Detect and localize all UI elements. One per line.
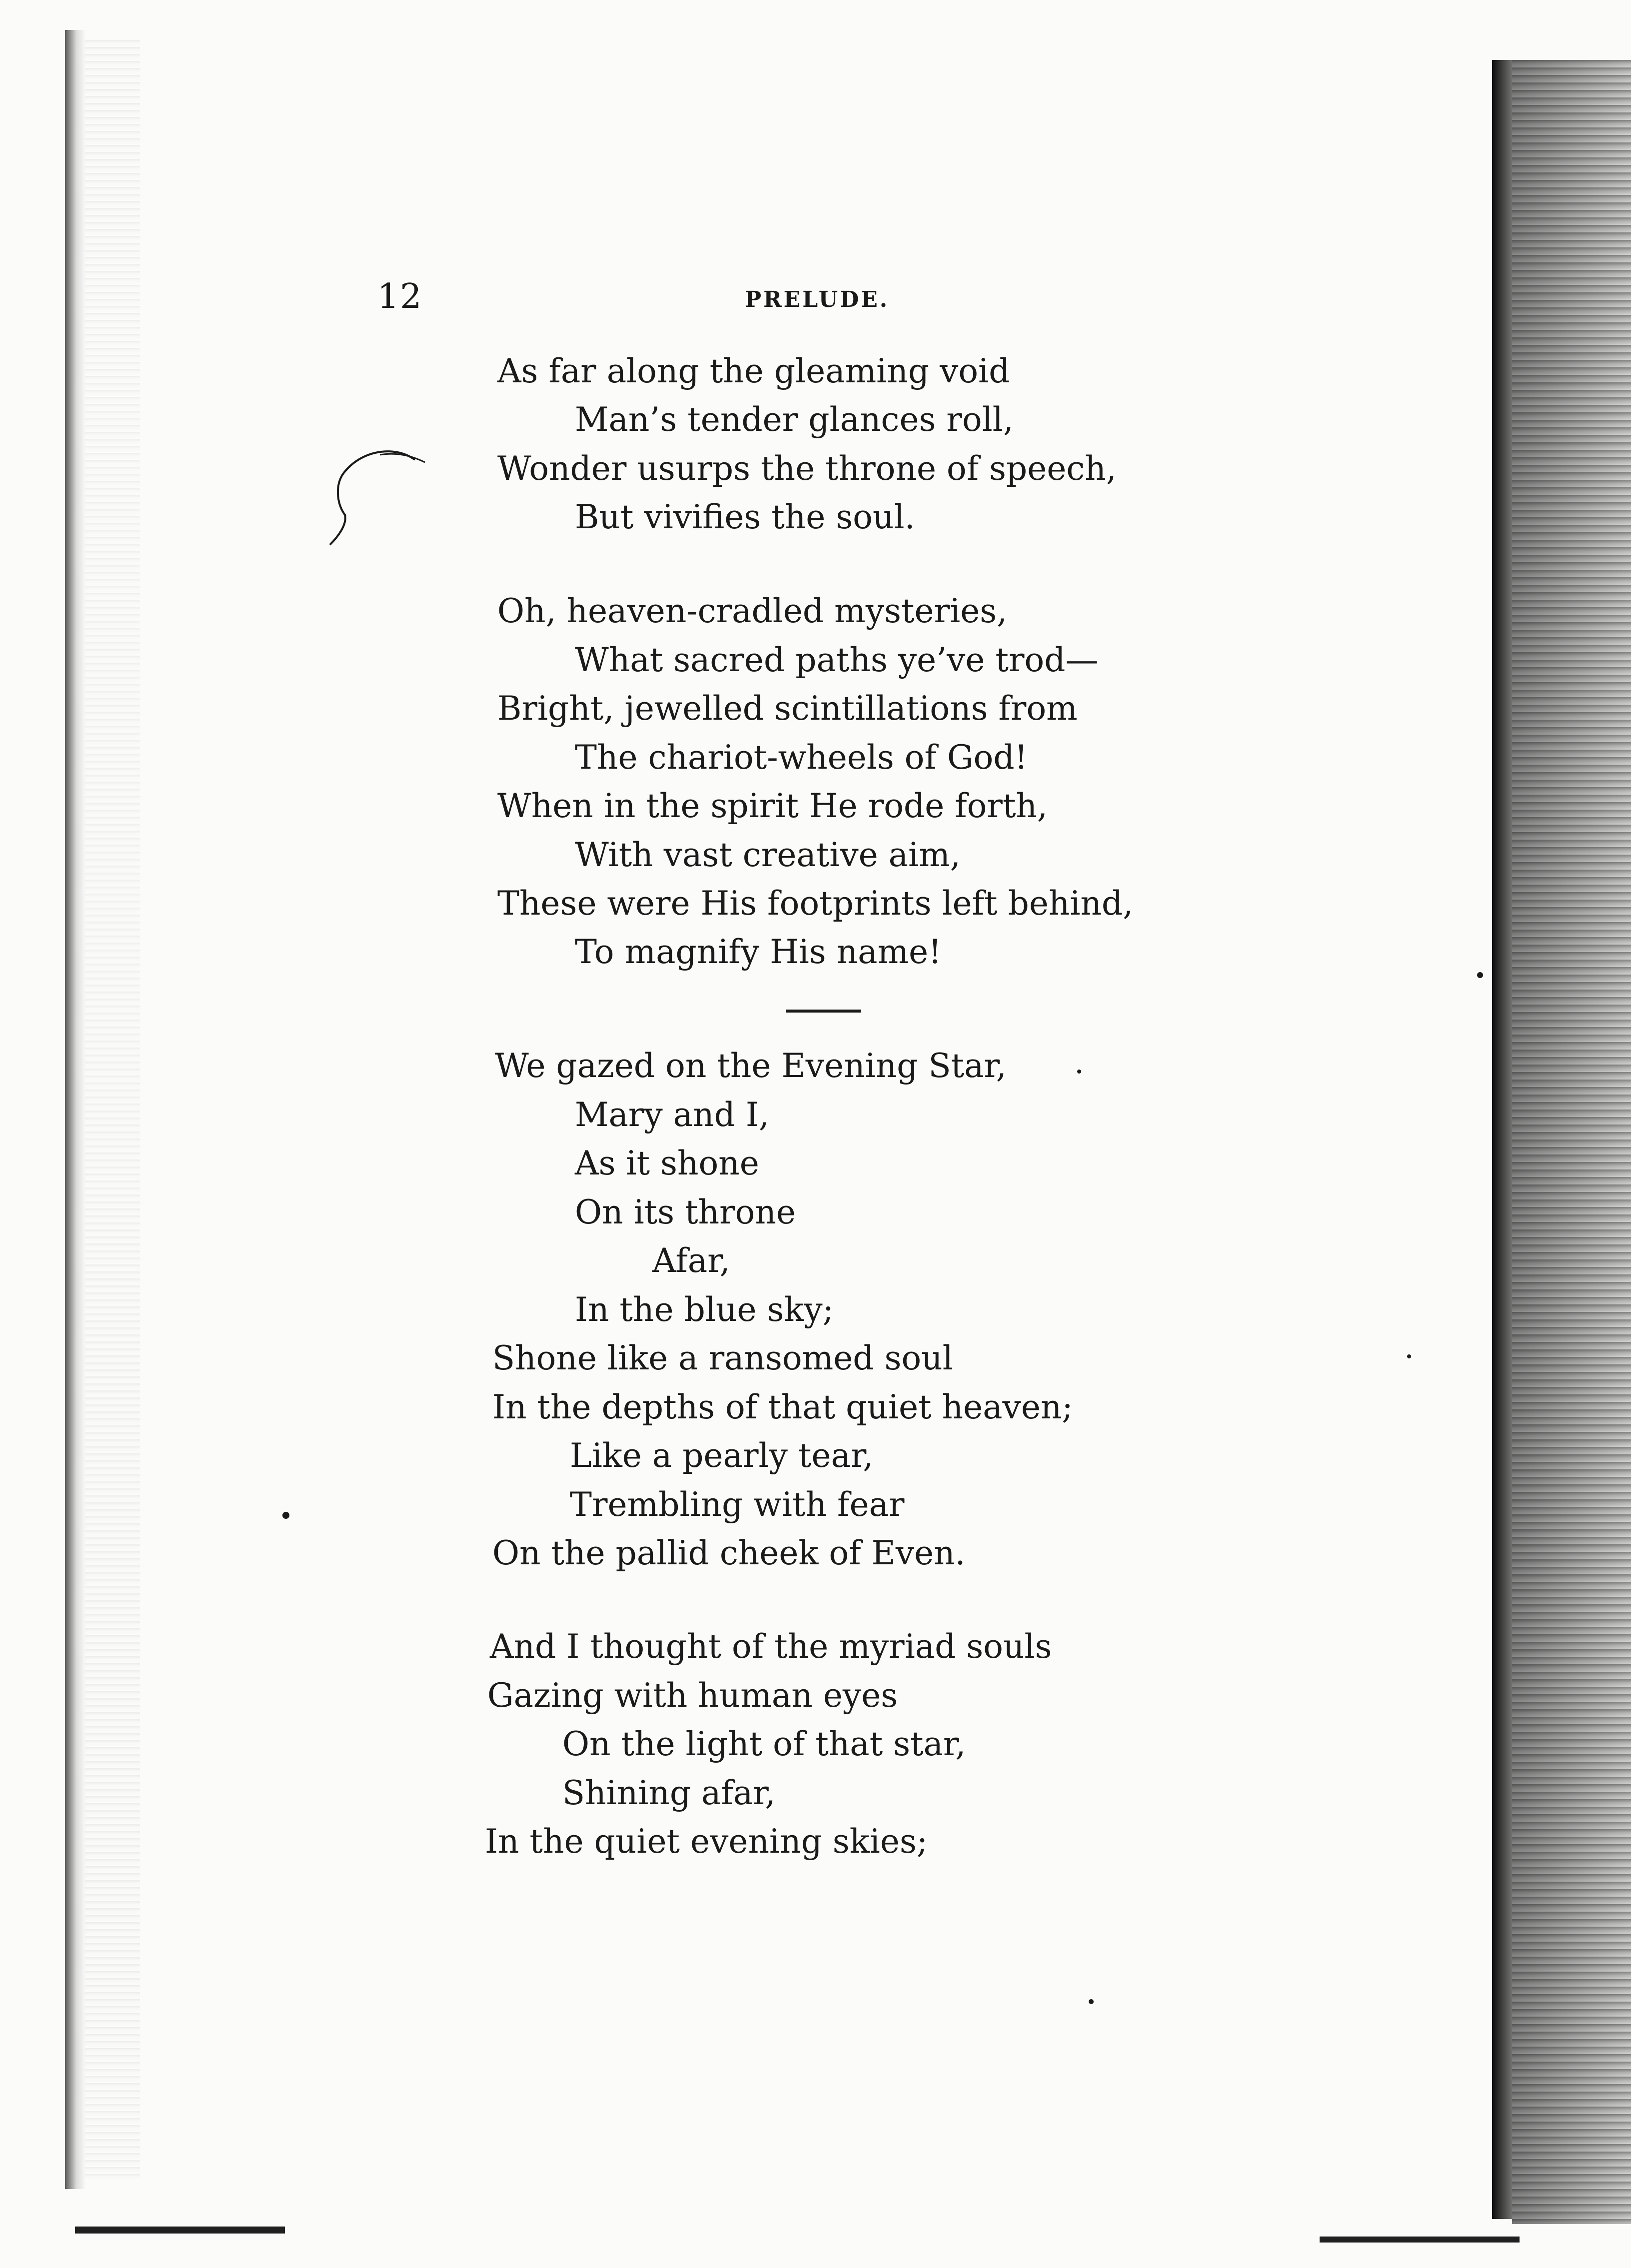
poem-line: Trembling with fear — [570, 1485, 905, 1524]
poem-line: With vast creative aim, — [575, 836, 961, 874]
poem-line: On the light of that star, — [562, 1725, 966, 1763]
poem-line: In the depths of that quiet heaven; — [492, 1388, 1073, 1426]
poem-line: We gazed on the Evening Star, — [495, 1047, 1007, 1085]
ink-speck — [1077, 1070, 1081, 1074]
ink-speck — [282, 1512, 289, 1519]
poem-line: The chariot-wheels of God! — [575, 738, 1028, 777]
page-number: 12 — [377, 277, 423, 316]
poem-line: In the blue sky; — [575, 1290, 834, 1329]
poem-line: In the quiet evening skies; — [485, 1822, 928, 1861]
poem-line: On its throne — [575, 1193, 796, 1231]
poem-line: On the pallid cheek of Even. — [492, 1534, 966, 1572]
poem-line: Shone like a ransomed soul — [492, 1339, 953, 1377]
poem-line: And I thought of the myriad souls — [490, 1627, 1052, 1666]
poem-line: To magnify His name! — [575, 933, 942, 971]
ink-speck — [1477, 972, 1483, 978]
poem-line: Wonder usurps the throne of speech, — [497, 449, 1117, 488]
poem-line: What sacred paths ye’ve trod— — [575, 641, 1099, 679]
poem-line: Oh, heaven-cradled mysteries, — [497, 592, 1008, 630]
poem-line: As it shone — [575, 1144, 759, 1182]
poem-line: Bright, jewelled scintillations from — [497, 689, 1078, 728]
poem-line: Mary and I, — [575, 1096, 769, 1134]
ink-speck — [1089, 1999, 1094, 2004]
running-head: PRELUDE. — [745, 287, 890, 312]
poem-line: Afar, — [652, 1241, 730, 1280]
poem-line: Gazing with human eyes — [487, 1676, 898, 1715]
ink-speck — [1407, 1354, 1411, 1358]
poem-line: But vivifies the soul. — [575, 498, 915, 536]
poem-line: Shining afar, — [562, 1774, 776, 1812]
poem-line: Like a pearly tear, — [570, 1436, 874, 1475]
poem-line: These were His footprints left behind, — [497, 884, 1134, 923]
poem-line: Man’s tender glances roll, — [575, 400, 1014, 439]
poem-line: When in the spirit He rode forth, — [497, 787, 1048, 825]
poem-line: As far along the gleaming void — [497, 352, 1010, 390]
section-divider — [786, 1010, 861, 1013]
